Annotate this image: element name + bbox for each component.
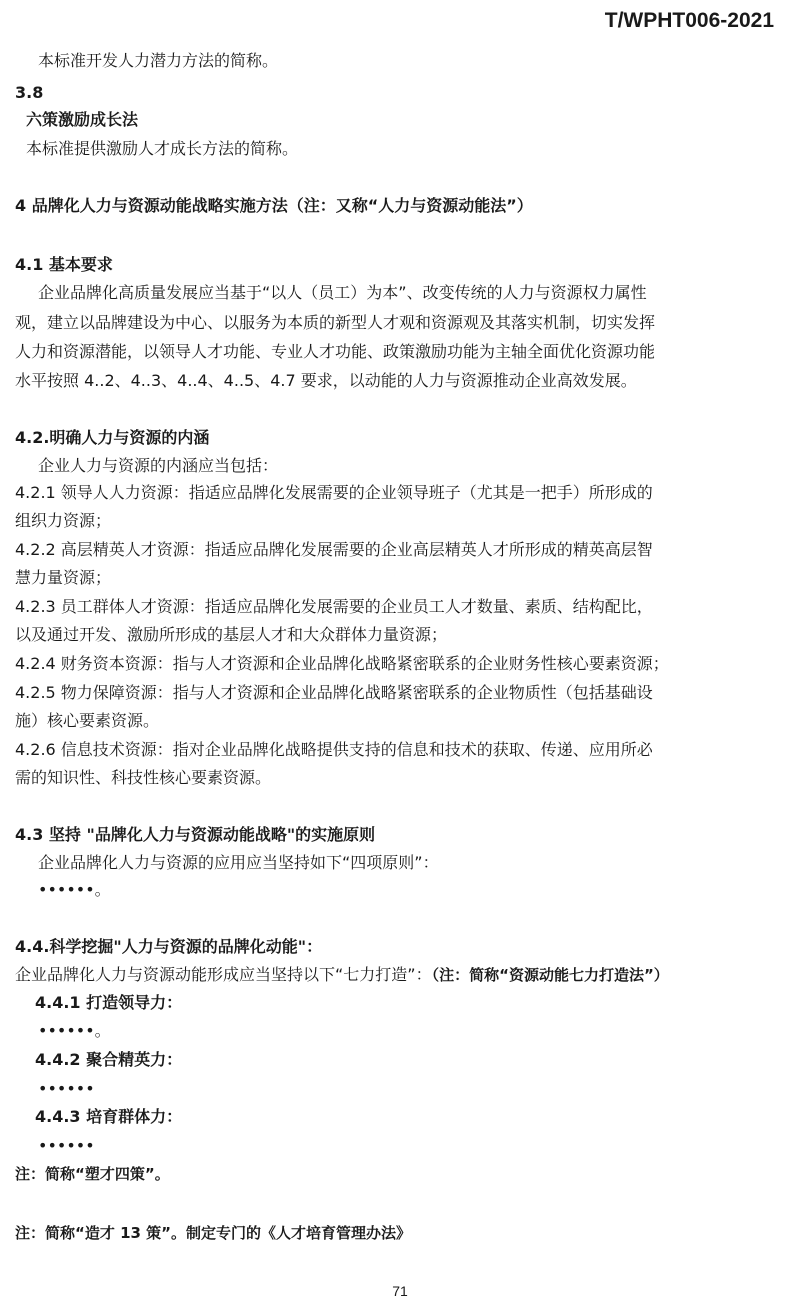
subsection-heading: 4.4.1 打造领导力： bbox=[35, 993, 183, 1012]
text-line: 观，建立以品牌建设为中心、以服务为本质的新型人才观和资源观及其落实机制，切实发挥 bbox=[15, 313, 656, 332]
text-line: 需的知识性、科技性核心要素资源。 bbox=[15, 768, 272, 787]
text-line bbox=[15, 964, 669, 986]
text-line: 本标准开发人力潜力方法的简称。 bbox=[38, 51, 279, 70]
text-segment: 企业品牌化人力与资源动能形成应当坚持以下“七力打造”： bbox=[15, 965, 432, 984]
section-heading: 4 品牌化人力与资源动能战略实施方法（注：又称“人力与资源动能法”） bbox=[15, 196, 533, 215]
text-line: 施）核心要素资源。 bbox=[15, 711, 160, 730]
note-line: 注：简称“塑才四策”。 bbox=[15, 1165, 170, 1183]
text-line: 4.2.6 信息技术资源：指对企业品牌化战略提供支持的信息和技术的获取、传递、应用所必 bbox=[15, 740, 653, 759]
subsection-heading: 4.4.3 培育群体力： bbox=[35, 1107, 183, 1126]
section-heading: 4.4.科学挖掘"人力与资源的品牌化动能"： bbox=[15, 937, 323, 956]
ellipsis-line: •••••• bbox=[38, 1079, 95, 1098]
ellipsis-line: ••••••。 bbox=[38, 1021, 111, 1040]
section-heading: 4.1 基本要求 bbox=[15, 255, 113, 274]
text-line: 组织力资源； bbox=[15, 511, 112, 530]
text-line: 企业品牌化高质量发展应当基于“以人（员工）为本”、改变传统的人力与资源权力属性 bbox=[38, 283, 647, 302]
text-line: 水平按照 4..2、4..3、4..4、4..5、4.7 要求，以动能的人力与资源推动企业高效发展。 bbox=[15, 371, 637, 390]
document-code: T/WPHT006-2021 bbox=[604, 9, 774, 32]
page-number: 71 bbox=[392, 1283, 408, 1299]
section-number: 3.8 bbox=[15, 83, 44, 102]
term-title: 六策激励成长法 bbox=[26, 110, 139, 129]
text-line: 慧力量资源； bbox=[15, 568, 112, 587]
text-line: 企业人力与资源的内涵应当包括： bbox=[38, 456, 279, 475]
section-heading: 4.3 坚持 "品牌化人力与资源动能战略"的实施原则 bbox=[15, 825, 376, 844]
text-line: 4.2.5 物力保障资源：指与人才资源和企业品牌化战略紧密联系的企业物质性（包括基础设 bbox=[15, 683, 653, 702]
ellipsis-line: •••••• bbox=[38, 1136, 95, 1155]
ellipsis-line: ••••••。 bbox=[38, 880, 111, 899]
text-line: 本标准提供激励人才成长方法的简称。 bbox=[26, 139, 299, 158]
subsection-heading: 4.4.2 聚合精英力： bbox=[35, 1050, 183, 1069]
section-heading: 4.2.明确人力与资源的内涵 bbox=[15, 428, 210, 447]
note-line: 注：简称“造才 13 策”。制定专门的《人才培育管理办法》 bbox=[15, 1224, 412, 1242]
note-segment: （注：简称“资源动能七力打造法”） bbox=[431, 966, 669, 984]
text-line: 人力和资源潜能，以领导人才功能、专业人才功能、政策激励功能为主轴全面优化资源功能 bbox=[15, 342, 656, 361]
text-line: 4.2.4 财务资本资源：指与人才资源和企业品牌化战略紧密联系的企业财务性核心要素资源； bbox=[15, 654, 669, 673]
text-line: 4.2.3 员工群体人才资源：指适应品牌化发展需要的企业员工人才数量、素质、结构配比， bbox=[15, 597, 653, 616]
text-line: 4.2.2 高层精英人才资源：指适应品牌化发展需要的企业高层精英人才所形成的精英高层智 bbox=[15, 540, 653, 559]
text-line: 企业品牌化人力与资源的应用应当坚持如下“四项原则”： bbox=[38, 853, 439, 872]
text-line: 以及通过开发、激励所形成的基层人才和大众群体力量资源； bbox=[15, 625, 448, 644]
text-line: 4.2.1 领导人人力资源：指适应品牌化发展需要的企业领导班子（尤其是一把手）所形成的 bbox=[15, 483, 653, 502]
